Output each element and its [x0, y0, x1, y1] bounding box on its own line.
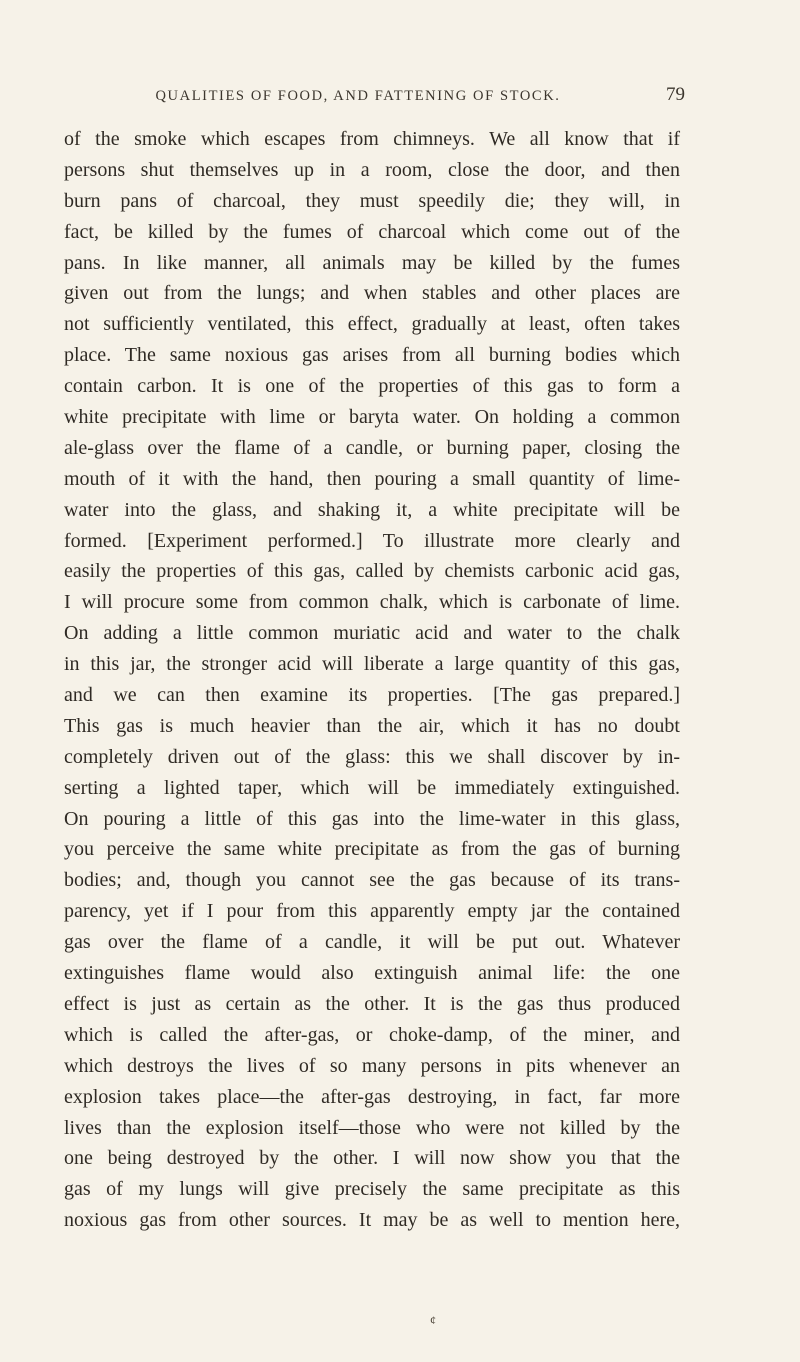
text-line: white precipitate with lime or baryta water. On holding a common	[64, 406, 680, 429]
text-line: not sufficiently ventilated, this effect, gradually at least, often takes	[64, 313, 680, 336]
text-line: which destroys the lives of so many persons in pits whenever an	[64, 1054, 680, 1077]
text-line: which is called the after-gas, or choke-damp, of the miner, and	[64, 1023, 680, 1046]
text-line: persons shut themselves up in a room, close the door, and then	[64, 158, 680, 181]
text-line: extinguishes flame would also extinguish animal life: the one	[64, 962, 680, 985]
text-line: fact, be killed by the fumes of charcoal which come out of the	[64, 220, 680, 243]
text-line: of the smoke which escapes from chimneys. We all know that if	[64, 128, 680, 150]
text-line: noxious gas from other sources. It may be as well to mention here,	[64, 1209, 680, 1232]
text-line: On pouring a little of this gas into the lime-water in this glass,	[64, 807, 680, 830]
text-line: formed. [Experiment performed.] To illustrate more clearly and	[64, 529, 680, 552]
text-line: place. The same noxious gas arises from all burning bodies which	[64, 344, 680, 367]
text-line: mouth of it with the hand, then pouring a small quantity of lime-	[64, 467, 680, 490]
text-line: ale-glass over the flame of a candle, or burning paper, closing the	[64, 436, 680, 459]
footer-mark: ¢	[430, 1313, 436, 1327]
text-line: parency, yet if I pour from this apparently empty jar the contained	[64, 900, 680, 923]
text-line: you perceive the same white precipitate as from the gas of burning	[64, 838, 680, 861]
text-line: easily the properties of this gas, called by chemists carbonic acid gas,	[64, 560, 680, 583]
body-text	[64, 124, 680, 1236]
text-line: effect is just as certain as the other. It is the gas thus produced	[64, 992, 680, 1015]
text-line: gas over the flame of a candle, it will be put out. Whatever	[64, 931, 680, 954]
text-line: serting a lighted taper, which will be immediately extinguished.	[64, 776, 680, 799]
text-line: On adding a little common muriatic acid and water to the chalk	[64, 622, 680, 645]
text-line: contain carbon. It is one of the properties of this gas to form a	[64, 375, 680, 398]
text-line: pans. In like manner, all animals may be killed by the fumes	[64, 251, 680, 274]
text-line: one being destroyed by the other. I will now show you that the	[64, 1147, 680, 1170]
text-line: bodies; and, though you cannot see the gas because of its trans-	[64, 869, 680, 892]
text-line: lives than the explosion itself—those who were not killed by the	[64, 1116, 680, 1139]
text-line: explosion takes place—the after-gas destroying, in fact, far more	[64, 1085, 680, 1108]
page-number: 79	[666, 84, 685, 105]
text-line: I will procure some from common chalk, which is carbonate of lime.	[64, 591, 680, 614]
text-line: in this jar, the stronger acid will liberate a large quantity of this gas,	[64, 653, 680, 676]
text-line: water into the glass, and shaking it, a white precipitate will be	[64, 498, 680, 521]
text-line: given out from the lungs; and when stables and other places are	[64, 282, 680, 305]
text-line: gas of my lungs will give precisely the same precipitate as this	[64, 1178, 680, 1201]
text-line: and we can then examine its properties. [The gas prepared.]	[64, 684, 680, 707]
text-line: completely driven out of the glass: this we shall discover by in-	[64, 745, 680, 768]
text-line: This gas is much heavier than the air, which it has no doubt	[64, 714, 680, 737]
running-head: QUALITIES OF FOOD, AND FATTENING OF STOCK.	[155, 88, 561, 104]
text-line: burn pans of charcoal, they must speedily die; they will, in	[64, 189, 680, 212]
